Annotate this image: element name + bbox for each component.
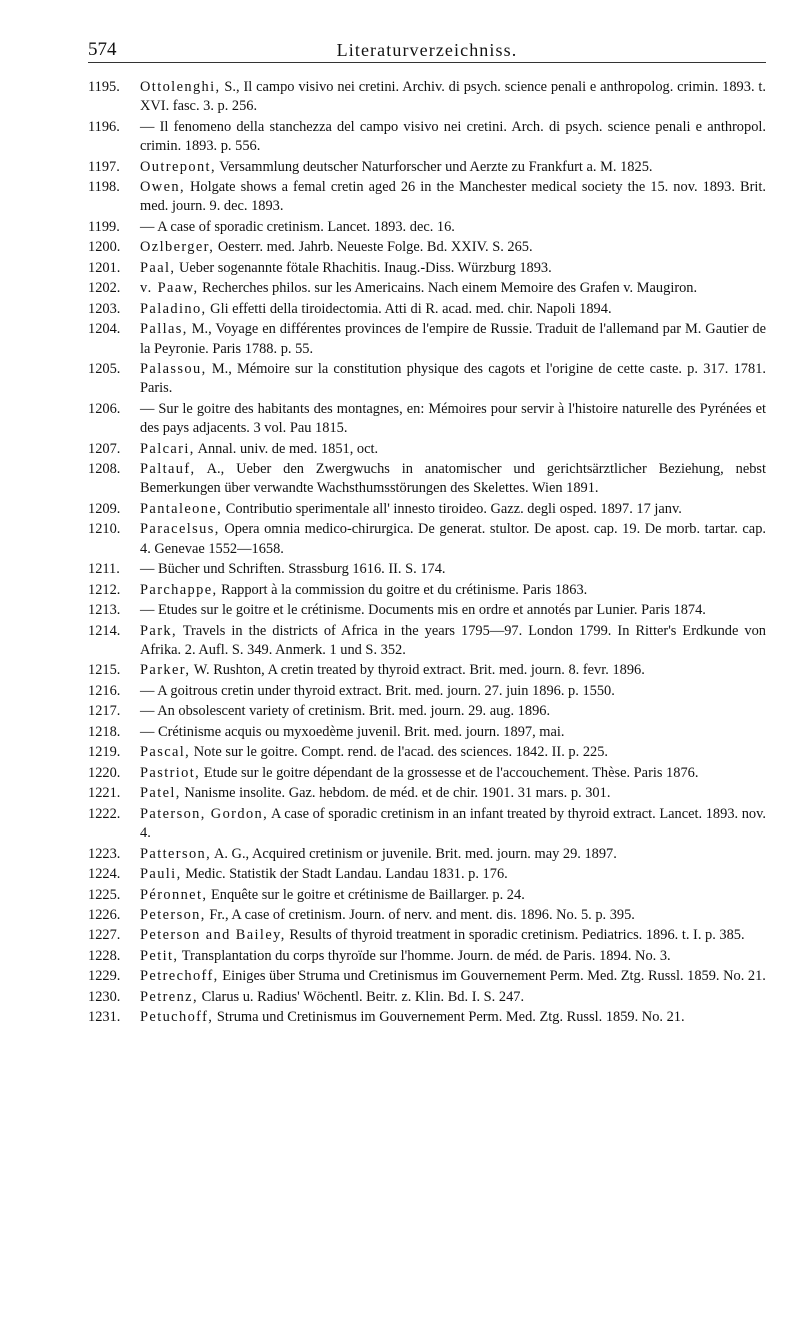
entry-author: Park, <box>140 622 177 639</box>
bibliography-entry <box>88 560 766 579</box>
entry-text: — A goitrous cretin under thyroid extract. Brit. med. journ. 27. juin 1896. p. 1550. <box>140 682 615 699</box>
entry-text: Einiges über Struma und Cretinismus im Gouvernement Perm. Med. Ztg. Russl. 1859. No. 21. <box>222 968 766 985</box>
bibliography-entry <box>88 440 766 459</box>
entry-body <box>140 927 745 943</box>
entry-author: Petrenz, <box>140 988 198 1005</box>
entry-number: 1212. <box>88 581 121 598</box>
entry-number: 1216. <box>88 682 121 699</box>
entry-text: — Crétinisme acquis ou myxoedème juvenil. Brit. med. journ. 1897, mai. <box>140 723 565 740</box>
entry-number: 1202. <box>88 280 121 297</box>
bibliography-entry <box>88 279 766 298</box>
entry-body <box>140 866 508 882</box>
bibliography-entry <box>88 360 766 399</box>
entry-author: Paterson, Gordon, <box>140 805 269 822</box>
entry-number: 1197. <box>88 158 120 175</box>
entry-body <box>140 1009 685 1025</box>
entry-number: 1213. <box>88 602 121 619</box>
entry-body <box>140 683 615 699</box>
entry-number: 1205. <box>88 361 121 378</box>
entry-author: Paracelsus, <box>140 521 220 538</box>
entry-number: 1204. <box>88 321 121 338</box>
entry-number: 1225. <box>88 886 121 903</box>
entry-text: Annal. univ. de med. 1851, oct. <box>197 440 379 457</box>
entry-author: Petit, <box>140 947 179 964</box>
entry-text: — Il fenomeno della stanchezza del campo visivo nei cretini. Arch. di psych. science penali e anthropol. crimin. 1893. p. 556. <box>140 118 766 155</box>
entry-number: 1218. <box>88 723 121 740</box>
entry-number: 1223. <box>88 845 121 862</box>
entry-number: 1214. <box>88 622 121 639</box>
entry-number: 1210. <box>88 521 121 538</box>
bibliography-entry <box>88 661 766 680</box>
entry-number: 1198. <box>88 179 120 196</box>
entry-number: 1220. <box>88 764 121 781</box>
entry-text: Fr., A case of cretinism. Journ. of nerv. and ment. dis. 1896. No. 5. p. 395. <box>209 906 635 923</box>
bibliography-entry <box>88 460 766 499</box>
entry-text: Versammlung deutscher Naturforscher und Aerzte zu Frankfurt a. M. 1825. <box>219 158 653 175</box>
entry-author: Paladino, <box>140 300 207 317</box>
entry-text: Contributio sperimentale all' innesto tiroideo. Gazz. degli osped. 1897. 17 janv. <box>225 500 682 517</box>
bibliography-entry <box>88 845 766 864</box>
bibliography-entry <box>88 601 766 620</box>
bibliography-entry <box>88 906 766 925</box>
bibliography-entry <box>88 886 766 905</box>
bibliography-entry <box>88 743 766 762</box>
entry-text: Medic. Statistik der Stadt Landau. Landau 1831. p. 176. <box>185 866 508 883</box>
bibliography-entry <box>88 581 766 600</box>
entry-number: 1200. <box>88 239 121 256</box>
entry-body <box>140 179 766 214</box>
entry-text: A case of sporadic cretinism in an infant treated by thyroid extract. Lancet. 1893. nov. 4. <box>140 805 766 842</box>
entry-number: 1219. <box>88 744 121 761</box>
entry-author: Palcari, <box>140 440 195 457</box>
bibliography-entry <box>88 702 766 721</box>
entry-number: 1195. <box>88 79 120 95</box>
entry-text: Clarus u. Radius' Wöchentl. Beitr. z. Klin. Bd. I. S. 247. <box>201 988 525 1005</box>
entry-number: 1228. <box>88 947 121 964</box>
entry-body <box>140 948 671 964</box>
entry-author: Paltauf, <box>140 461 196 478</box>
entry-author: Pauli, <box>140 866 182 883</box>
entry-body <box>140 602 706 618</box>
entry-body <box>140 280 697 296</box>
entry-text: Nanisme insolite. Gaz. hebdom. de méd. et de chir. 1901. 31 mars. p. 301. <box>184 785 611 802</box>
entry-text: Ueber sogenannte fötale Rhachitis. Inaug.-Diss. Würzburg 1893. <box>178 259 552 276</box>
entry-text: Recherches philos. sur les Americains. Nach einem Memoire des Grafen v. Maugiron. <box>202 280 698 297</box>
bibliography-entry <box>88 238 766 257</box>
entry-body <box>140 260 552 276</box>
entry-author: v. Paaw, <box>140 280 199 297</box>
entry-text: A., Ueber den Zwergwuchs in anatomischer und gerichtsärztlicher Beziehung, nebst Bemerkungen über verwandte Wachsthumsstörungen des Skelettes. Wien 1891. <box>140 461 766 497</box>
entry-number: 1203. <box>88 300 121 317</box>
bibliography-list <box>88 78 766 1029</box>
bibliography-entry <box>88 682 766 701</box>
entry-body <box>140 301 612 317</box>
entry-number: 1221. <box>88 785 121 802</box>
entry-body <box>140 79 766 114</box>
entry-number: 1227. <box>88 927 121 944</box>
entry-body <box>140 119 766 154</box>
entry-number: 1229. <box>88 968 121 985</box>
entry-body <box>140 521 766 556</box>
entry-body <box>140 785 610 801</box>
bibliography-entry <box>88 805 766 844</box>
entry-text: S., Il campo visivo nei cretini. Archiv. di psych. science penali e anthropolog. crimin. 1893. t. XVI. fasc. 3. p. 256. <box>140 79 766 115</box>
entry-body <box>140 765 698 781</box>
entry-body <box>140 968 766 984</box>
entry-text: Results of thyroid treatment in sporadic cretinism. Pediatrics. 1896. t. I. p. 385. <box>289 927 745 944</box>
entry-author: Patterson, <box>140 845 212 862</box>
entry-body <box>140 907 635 923</box>
entry-body <box>140 806 766 841</box>
entry-author: Pallas, <box>140 321 188 338</box>
entry-number: 1196. <box>88 118 120 135</box>
entry-author: Paal, <box>140 259 176 276</box>
entry-number: 1199. <box>88 218 120 235</box>
bibliography-entry <box>88 500 766 519</box>
entry-body <box>140 623 766 658</box>
entry-number: 1215. <box>88 662 121 679</box>
bibliography-entry <box>88 764 766 783</box>
entry-text: — Etudes sur le goitre et le crétinisme. Documents mis en ordre et annotés par Lunier. Paris 1874. <box>140 602 706 619</box>
bibliography-entry <box>88 926 766 945</box>
entry-number: 1201. <box>88 259 121 276</box>
entry-author: Pastriot, <box>140 764 201 781</box>
entry-body <box>140 662 645 678</box>
entry-text: — Bücher und Schriften. Strassburg 1616. II. S. 174. <box>140 561 446 578</box>
entry-text: Oesterr. med. Jahrb. Neueste Folge. Bd. XXIV. S. 265. <box>217 239 533 256</box>
entry-number: 1217. <box>88 703 121 720</box>
bibliography-entry <box>88 178 766 217</box>
entry-author: Petrechoff, <box>140 968 219 985</box>
entry-body <box>140 989 524 1005</box>
bibliography-entry <box>88 300 766 319</box>
entry-text: — Sur le goitre des habitants des montagnes, en: Mémoires pour servir à l'histoire naturelle des Pyrénées et des pays adjacents. 3 vol. Pau 1815. <box>140 400 766 437</box>
bibliography-entry <box>88 947 766 966</box>
entry-text: Opera omnia medico-chirurgica. De generat. stultor. De apost. cap. 19. De morb. tartar. cap. 4. Genevae 1552—1658. <box>140 521 766 557</box>
entry-number: 1226. <box>88 906 121 923</box>
entry-text: M., Voyage en différentes provinces de l'empire de Russie. Traduit de l'allemand par M. Gautier de la Peyronie. Paris 1788. p. 55. <box>140 321 766 357</box>
entry-body <box>140 703 550 719</box>
entry-author: Peterson and Bailey, <box>140 927 286 944</box>
entry-body <box>140 321 766 356</box>
bibliography-entry <box>88 400 766 439</box>
bibliography-entry <box>88 118 766 157</box>
entry-text: Enquête sur le goitre et crétinisme de Baillarger. p. 24. <box>210 886 525 903</box>
bibliography-entry <box>88 78 766 117</box>
entry-text: Struma und Cretinismus im Gouvernement Perm. Med. Ztg. Russl. 1859. No. 21. <box>216 1009 685 1026</box>
entry-text: — An obsolescent variety of cretinism. Brit. med. journ. 29. aug. 1896. <box>140 703 551 720</box>
running-header <box>88 40 766 63</box>
entry-number: 1222. <box>88 805 121 822</box>
entry-body <box>140 441 378 457</box>
entry-body <box>140 887 525 903</box>
entry-text: Rapport à la commission du goitre et du crétinisme. Paris 1863. <box>221 581 588 598</box>
entry-author: Owen, <box>140 179 185 196</box>
entry-text: W. Rushton, A cretin treated by thyroid extract. Brit. med. journ. 8. fevr. 1896. <box>193 662 645 679</box>
entry-author: Pascal, <box>140 744 191 761</box>
entry-number: 1209. <box>88 500 121 517</box>
entry-body <box>140 501 682 517</box>
entry-author: Ozlberger, <box>140 239 215 256</box>
entry-number: 1207. <box>88 440 121 457</box>
entry-text: Etude sur le goitre dépendant de la grossesse et de l'accouchement. Thèse. Paris 1876. <box>203 764 699 781</box>
entry-author: Péronnet, <box>140 886 208 903</box>
bibliography-entry <box>88 218 766 237</box>
entry-text: Transplantation du corps thyroïde sur l'homme. Journ. de méd. de Paris. 1894. No. 3. <box>181 947 671 964</box>
bibliography-entry <box>88 967 766 986</box>
bibliography-entry <box>88 320 766 359</box>
entry-author: Pantaleone, <box>140 500 223 517</box>
entry-body <box>140 159 652 175</box>
entry-author: Parker, <box>140 662 191 679</box>
entry-text: A. G., Acquired cretinism or juvenile. Brit. med. journ. may 29. 1897. <box>213 845 617 862</box>
entry-text: — A case of sporadic cretinism. Lancet. 1893. dec. 16. <box>140 218 455 235</box>
entry-number: 1208. <box>88 461 121 478</box>
page-number: 574 <box>88 39 117 60</box>
bibliography-entry <box>88 865 766 884</box>
entry-text: Note sur le goitre. Compt. rend. de l'acad. des sciences. 1842. II. p. 225. <box>193 744 608 761</box>
bibliography-entry <box>88 259 766 278</box>
entry-body <box>140 461 766 496</box>
entry-number: 1230. <box>88 988 121 1005</box>
bibliography-entry <box>88 988 766 1007</box>
page-title: Literaturverzeichniss. <box>336 40 518 60</box>
entry-body <box>140 744 608 760</box>
entry-author: Patel, <box>140 785 181 802</box>
entry-author: Ottolenghi, <box>140 79 221 95</box>
entry-text: Travels in the districts of Africa in the years 1795—97. London 1799. In Ritter's Erdkunde von Afrika. 2. Aufl. S. 349. Anmerk. 1 und S. 352. <box>140 622 766 658</box>
entry-body <box>140 582 587 598</box>
entry-number: 1211. <box>88 561 120 578</box>
entry-body <box>140 846 617 862</box>
entry-body <box>140 239 533 255</box>
entry-number: 1231. <box>88 1009 121 1026</box>
entry-number: 1224. <box>88 866 121 883</box>
bibliography-entry <box>88 723 766 742</box>
entry-author: Outrepont, <box>140 158 216 175</box>
entry-text: Gli effetti della tiroidectomia. Atti di R. acad. med. chir. Napoli 1894. <box>210 300 612 317</box>
entry-body <box>140 401 766 436</box>
bibliography-entry <box>88 158 766 177</box>
entry-body <box>140 724 564 740</box>
bibliography-entry <box>88 520 766 559</box>
entry-text: M., Mémoire sur la constitution physique des cagots et l'origine de cette caste. p. 317. 1781. Paris. <box>140 361 766 397</box>
bibliography-entry <box>88 784 766 803</box>
entry-text: Holgate shows a femal cretin aged 26 in the Manchester medical society the 15. nov. 1893. Brit. med. journ. 9. dec. 1893. <box>140 179 766 215</box>
entry-author: Petuchoff, <box>140 1009 214 1026</box>
bibliography-entry <box>88 1008 766 1027</box>
entry-body <box>140 219 455 235</box>
entry-body <box>140 361 766 396</box>
entry-author: Palassou, <box>140 361 207 378</box>
entry-body <box>140 561 446 577</box>
entry-author: Peterson, <box>140 906 206 923</box>
entry-author: Parchappe, <box>140 581 218 598</box>
bibliography-entry <box>88 622 766 661</box>
entry-number: 1206. <box>88 400 121 417</box>
